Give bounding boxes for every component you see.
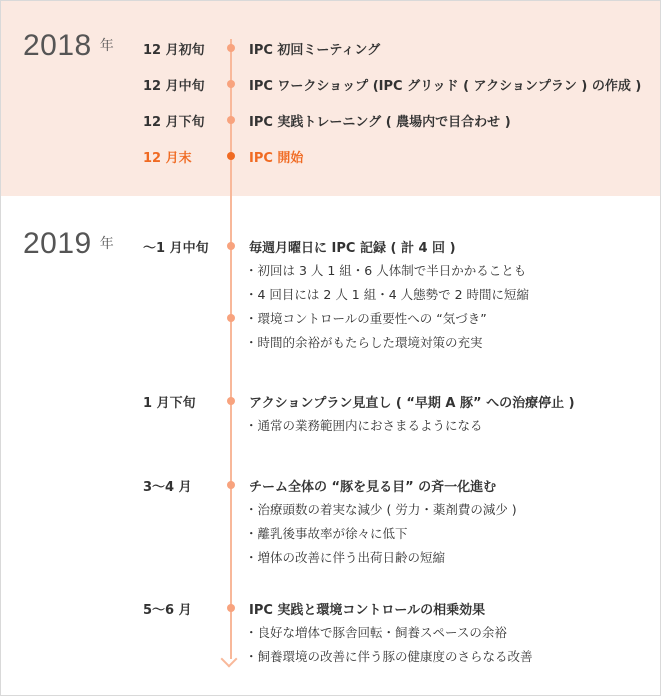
event-title: IPC 実践と環境コントロールの相乗効果 (249, 603, 486, 618)
year-suffix: 年 (99, 236, 115, 252)
event-detail: ・4 回目には 2 人 1 組・4 人態勢で 2 時間に短縮 (245, 287, 530, 302)
event-detail: ・初回は 3 人 1 組・6 人体制で半日かかることも (245, 263, 527, 278)
year-number: 2019 (23, 227, 92, 260)
event-detail: ・環境コントロールの重要性への “気づき” (245, 311, 487, 326)
event-detail: ・通常の業務範囲内におさまるようになる (245, 418, 483, 433)
event-when: 5〜6 月 (143, 603, 192, 618)
event-title: IPC ワークショップ (IPC グリッド ( アクションプラン ) の作成 ) (249, 79, 642, 94)
event-title-highlight: IPC 開始 (249, 151, 304, 166)
year-label-2019 (23, 227, 114, 261)
event-title: 毎週月曜日に IPC 記録 ( 計 4 回 ) (249, 241, 456, 256)
event-title: IPC 初回ミーティング (249, 43, 381, 58)
event-detail: ・良好な増体で豚舎回転・飼養スペースの余裕 (245, 625, 507, 640)
timeline-dot (227, 116, 235, 124)
event-detail: ・治療頭数の着実な減少 ( 労力・薬剤費の減少 ) (245, 502, 517, 517)
event-when: 12 月初旬 (143, 43, 205, 58)
timeline-dot (227, 44, 235, 52)
timeline-line (230, 39, 232, 659)
event-detail: ・時間的余裕がもたらした環境対策の充実 (245, 335, 483, 350)
event-when: 1 月下旬 (143, 396, 196, 411)
event-when: 3〜4 月 (143, 480, 192, 495)
event-detail: ・増体の改善に伴う出荷日齢の短縮 (245, 550, 446, 565)
timeline-dot-highlight (227, 152, 235, 160)
timeline-dot (227, 481, 235, 489)
event-title: チーム全体の “豚を見る目” の斉一化進む (249, 480, 497, 495)
event-detail: ・飼養環境の改善に伴う豚の健康度のさらなる改善 (245, 649, 533, 664)
timeline-dot (227, 314, 235, 322)
event-when: 〜1 月中旬 (143, 241, 209, 256)
timeline-dot (227, 80, 235, 88)
event-title: アクションプラン見直し ( “早期 A 豚” への治療停止 ) (249, 396, 575, 411)
year-suffix: 年 (99, 38, 115, 54)
event-detail: ・離乳後事故率が徐々に低下 (245, 526, 408, 541)
event-when: 12 月中旬 (143, 79, 205, 94)
event-when-highlight: 12 月末 (143, 151, 192, 166)
timeline-dot (227, 242, 235, 250)
timeline-dot (227, 397, 235, 405)
timeline-dot (227, 604, 235, 612)
event-when: 12 月下旬 (143, 115, 205, 130)
year-label-2018 (23, 29, 114, 63)
year-number: 2018 (23, 29, 92, 62)
event-title: IPC 実践トレーニング ( 農場内で目合わせ ) (249, 115, 511, 130)
timeline-arrow-icon (221, 651, 238, 668)
